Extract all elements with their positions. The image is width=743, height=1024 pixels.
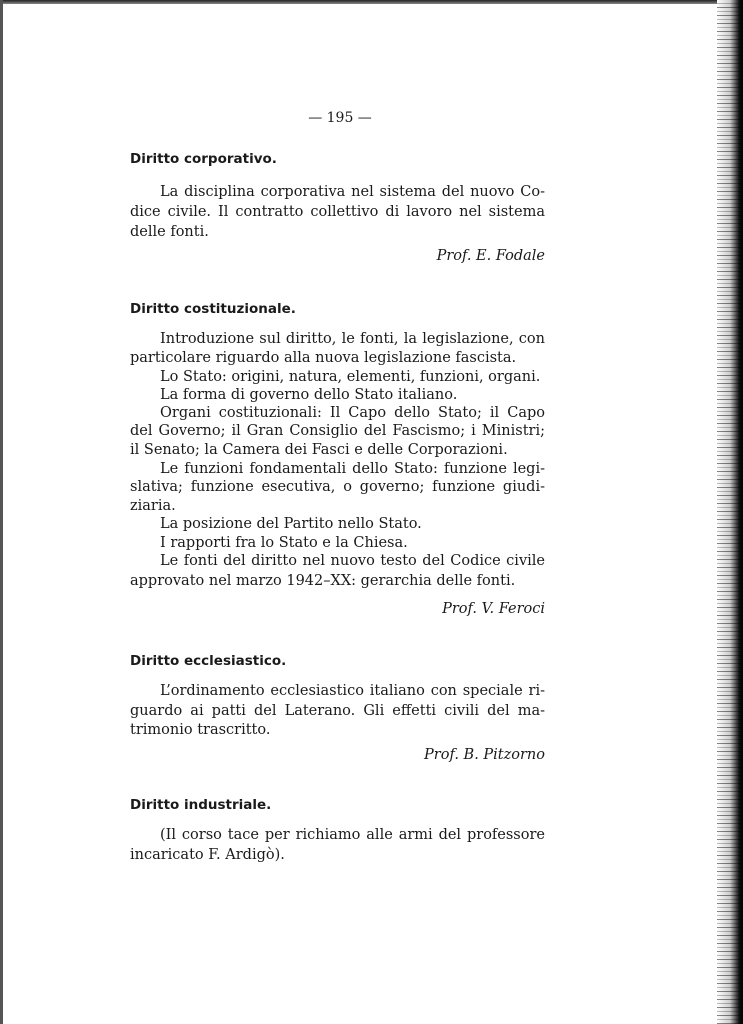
text-line: slativa; funzione esecutiva, o governo; funzione giudi- — [130, 479, 545, 495]
scan-left-edge — [0, 0, 3, 1024]
text-line: Organi costituzionali: Il Capo dello Stato; il Capo — [160, 405, 545, 421]
text-line: (Il corso tace per richiamo alle armi del professore — [160, 827, 545, 843]
text-line: del Governo; il Gran Consiglio del Fascismo; i Ministri; — [130, 423, 545, 439]
professor-signature: Prof. B. Pitzorno — [424, 747, 545, 763]
text-line: L’ordinamento ecclesiastico italiano con speciale ri- — [160, 683, 545, 699]
professor-signature: Prof. V. Feroci — [442, 601, 545, 617]
text-line: Introduzione sul diritto, le fonti, la legislazione, con — [160, 331, 545, 347]
scan-top-edge — [0, 0, 743, 4]
text-line: dice civile. Il contratto collettivo di lavoro nel sistema — [130, 204, 545, 220]
text-line: La posizione del Partito nello Stato. — [160, 516, 422, 532]
text-line: il Senato; la Camera dei Fasci e delle Corporazioni. — [130, 442, 508, 458]
professor-signature: Prof. E. Fodale — [436, 248, 545, 264]
text-line: La disciplina corporativa nel sistema del nuovo Co- — [160, 184, 545, 200]
text-line: particolare riguardo alla nuova legislazione fascista. — [130, 350, 517, 366]
text-line: trimonio trascritto. — [130, 722, 271, 738]
text-line: approvato nel marzo 1942–XX: gerarchia delle fonti. — [130, 573, 516, 589]
page-number: — 195 — — [308, 110, 372, 126]
section-heading: Diritto corporativo. — [130, 151, 277, 167]
text-line: Lo Stato: origini, natura, elementi, funzioni, organi. — [160, 369, 541, 385]
text-line: Le fonti del diritto nel nuovo testo del Codice civile — [160, 553, 545, 569]
text-line: La forma di governo dello Stato italiano. — [160, 387, 458, 403]
text-line: Le funzioni fondamentali dello Stato: funzione legi- — [160, 461, 545, 477]
text-line: incaricato F. Ardigò). — [130, 847, 285, 863]
scan-binding-edge — [717, 0, 743, 1024]
section-heading: Diritto ecclesiastico. — [130, 653, 287, 669]
text-line: I rapporti fra lo Stato e la Chiesa. — [160, 535, 408, 551]
section-heading: Diritto costituzionale. — [130, 301, 296, 317]
text-line: guardo ai patti del Laterano. Gli effetti civili del ma- — [130, 703, 545, 719]
section-heading: Diritto industriale. — [130, 797, 272, 813]
text-line: ziaria. — [130, 498, 176, 514]
text-line: delle fonti. — [130, 224, 209, 240]
